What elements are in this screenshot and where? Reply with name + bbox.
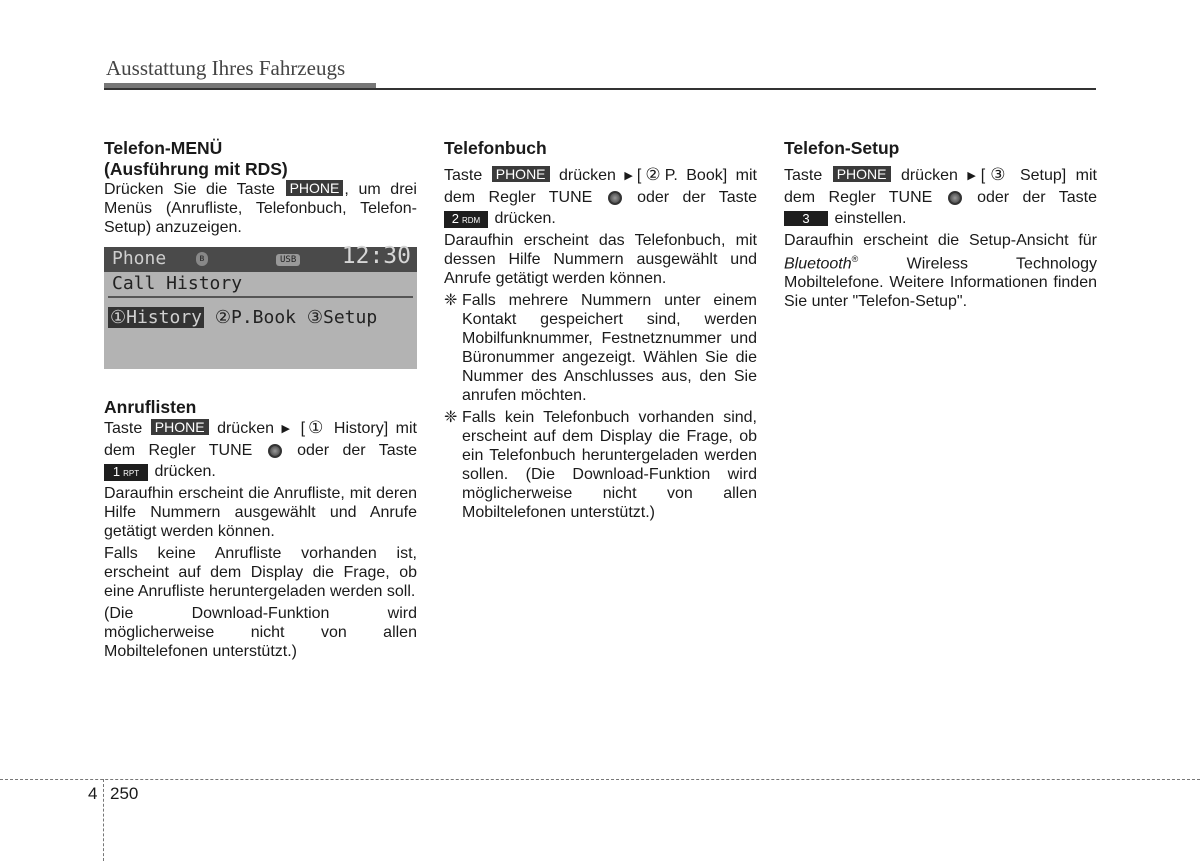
heading-anruflisten: Anruflisten [104, 397, 197, 417]
display-menu [108, 308, 377, 327]
header-rule [104, 88, 1096, 90]
telefonbuch-line1: Taste PHONE drücken ▶[②P. Book] mit [444, 165, 757, 184]
heading-rds: (Ausführung mit RDS) [104, 159, 288, 179]
column-telefonbuch [444, 138, 757, 522]
note-mark-icon: ❈ [444, 409, 458, 426]
key-2-rdm-icon: 2 RDM [444, 211, 488, 228]
telefonbuch-line3: 2 RDM drücken. [444, 209, 757, 228]
intro-paragraph: Drücken Sie die Taste PHONE , um drei Menüs (Anrufliste, Telefonbuch, Telefon-Setup) anzuzeigen. [104, 180, 417, 236]
arrow-right-icon: ▶ [281, 423, 294, 435]
telefonbuch-line2: dem Regler TUNE oder der Taste [444, 189, 757, 206]
setup-line2: dem Regler TUNE oder der Taste [784, 189, 1097, 206]
anruflisten-line3: 1 RPT drücken. [104, 462, 417, 481]
heading-telefonbuch: Telefonbuch [444, 138, 547, 158]
bluetooth-icon: ʙ [196, 252, 208, 266]
phone-key-icon: PHONE [151, 419, 209, 435]
phone-key-icon: PHONE [286, 180, 344, 196]
phone-key-icon: PHONE [492, 166, 550, 182]
anruflisten-paragraph4c: Mobiltelefonen unterstützt.) [104, 643, 297, 660]
display-title: Phone [112, 248, 167, 269]
column-telefon-setup [784, 138, 1097, 311]
menu-setup: ③Setup [306, 307, 378, 328]
display-divider [108, 296, 413, 298]
tune-knob-icon [268, 444, 282, 458]
heading-telefon-menu: Telefon-MENÜ [104, 138, 223, 158]
footer-vertical-rule [103, 779, 104, 861]
phone-key-icon: PHONE [833, 166, 891, 182]
anruflisten-line2: dem Regler TUNE oder der Taste [104, 442, 417, 459]
key-3-icon: 3 [784, 211, 828, 226]
section-header: Ausstattung Ihres Fahrzeugs [106, 56, 346, 80]
column-telefon-menu [104, 138, 417, 661]
anruflisten-line1: Taste PHONE drücken ▶ [① History] mit [104, 418, 417, 437]
setup-line3: 3 einstellen. [784, 209, 1097, 228]
display-subtitle: Call History [112, 273, 243, 294]
anruflisten-paragraph4a: (Die Download-Funktion wird [104, 605, 417, 622]
heading-telefon-setup: Telefon-Setup [784, 138, 900, 158]
key-1-rpt-icon: 1 RPT [104, 464, 148, 481]
tune-knob-icon [608, 191, 622, 205]
anruflisten-paragraph3: Falls keine Anrufliste vorhanden ist, erscheint auf dem Display die Frage, ob eine Anrufliste heruntergeladen werden soll. [104, 545, 417, 600]
setup-paragraph2: Daraufhin erscheint die Setup-Ansicht für Bluetooth® Wireless Technology Mobiltelefone. Weitere Informationen finden Sie unter "Telefon-Setup". [784, 232, 1097, 311]
display-clock: 12:30 [341, 243, 411, 269]
tune-knob-icon [948, 191, 962, 205]
telefonbuch-paragraph2: Daraufhin erscheint das Telefonbuch, mit dessen Hilfe Nummern ausgewählt und Anrufe getätigt werden können. [444, 232, 757, 287]
menu-pbook: ②P.Book [214, 307, 297, 328]
arrow-right-icon: ▶ [967, 170, 981, 182]
note-1: ❈ Falls mehrere Nummern unter einem Kontakt gespeichert sind, werden Mobilfunknummer, Festnetznummer und Büronummer angezeigt. Wählen Sie die Nummer des Anschlusses aus, den Sie anrufen möchten. [444, 292, 757, 404]
anruflisten-paragraph4b: möglicherweise nicht von allen [104, 624, 417, 641]
footer-rule [0, 779, 1200, 780]
menu-history: ①History [110, 307, 202, 328]
note-mark-icon: ❈ [444, 292, 458, 309]
usb-icon: USB [276, 254, 300, 266]
page-number: 250 [110, 784, 139, 803]
display-screen [104, 243, 417, 369]
chapter-number: 4 [88, 784, 98, 803]
anruflisten-paragraph2: Daraufhin erscheint die Anrufliste, mit deren Hilfe Nummern ausgewählt und Anrufe getätigt werden können. [104, 485, 417, 540]
arrow-right-icon: ▶ [624, 170, 637, 182]
note-2: ❈ Falls kein Telefonbuch vorhanden sind, erscheint auf dem Display die Frage, ob ein Telefonbuch heruntergeladen werden sollen. (Die Download-Funktion wird möglicherweise nicht von allen Mobiltelefonen unterstützt.) [444, 409, 757, 521]
setup-line1: Taste PHONE drücken ▶[③ Setup] mit [784, 165, 1097, 184]
